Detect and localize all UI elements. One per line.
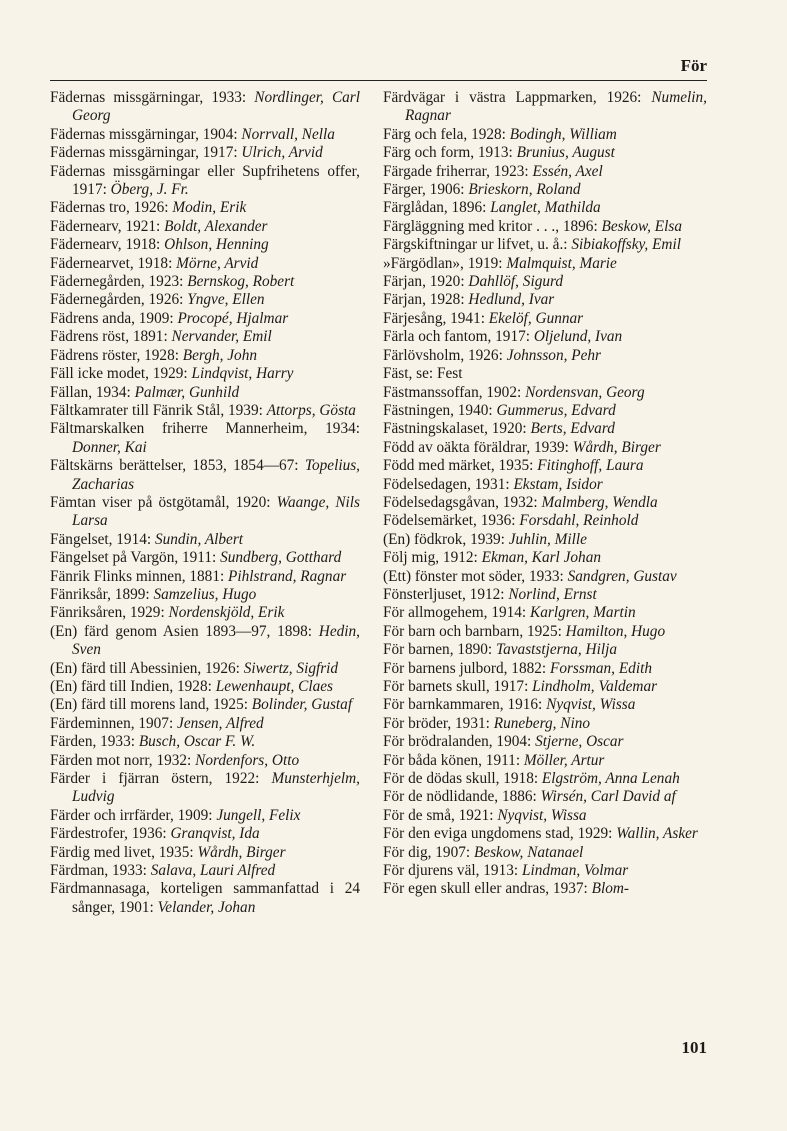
entry-title: (En) färd till Abessinien, 1926: [50,659,240,677]
index-entry [50,457,360,494]
entry-title: Färjan, 1920: [383,273,465,291]
page-number: 101 [681,1038,707,1057]
entry-title: För de dödas skull, 1918: [383,770,539,788]
index-entry [383,660,707,678]
entry-title: Fäll icke modet, 1929: [50,365,188,383]
index-entry [50,770,360,807]
entry-title: Färdvägar i västra Lappmarken, 1926: [383,89,642,106]
entry-title: För djurens väl, 1913: [383,862,519,880]
index-entry [50,310,360,328]
entry-title: Födelsedagsgåvan, 1932: [383,493,538,511]
entry-title: Fädernas missgärningar eller Supfrihetens offer, 1917: [50,162,360,199]
index-entry [383,199,707,217]
entry-author: Bodingh, William [509,125,617,143]
entry-author: Mörne, Arvid [176,254,259,272]
entry-title: Fädernearv, 1918: [50,236,161,254]
entry-author: Norlind, Ernst [508,585,597,603]
entry-author: Siwertz, Sigfrid [243,659,339,677]
entry-title: Fältskärns berättelser, 1853, 1854—67: [50,457,299,475]
entry-title: Född med märket, 1935: [383,457,534,475]
entry-author: Forsdahl, Reinhold [519,512,639,530]
entry-author: Bolinder, Gustaf [251,696,353,714]
entry-title: För de små, 1921: [383,806,494,824]
entry-author: Tavaststjerna, Hilja [496,641,617,659]
entry-author: Ekelöf, Gunnar [488,309,584,327]
entry-author: Nyqvist, Wissa [546,696,636,714]
entry-title: Fängelset, 1914: [50,530,152,548]
entry-title: Fänriksåren, 1929: [50,604,165,622]
entry-author: Jensen, Alfred [177,714,264,732]
index-entry [50,89,360,126]
entry-title: För allmogehem, 1914: [383,604,527,622]
entry-title: Fäst, se: Fest [383,365,463,383]
index-entry [383,844,707,862]
entry-title: Färlövsholm, 1926: [383,346,503,364]
entry-author: Nyqvist, Wissa [497,806,587,824]
entry-title: Fämtan viser på östgötamål, 1920: [50,493,271,511]
index-entry [50,844,360,862]
index-entry [50,255,360,273]
index-entry [383,678,707,696]
index-entry [383,347,707,365]
entry-author: Oljelund, Ivan [533,328,623,346]
entry-author: Forssman, Edith [549,659,652,677]
index-entry [50,862,360,880]
index-entry [383,181,707,199]
entry-author: Wirsén, Carl David af [540,788,676,806]
entry-author: Elgström, Anna Lenah [541,770,680,788]
entry-title: (En) färd till morens land, 1925: [50,696,248,714]
index-entry [50,144,360,162]
entry-author: Runeberg, Nino [493,714,591,732]
entry-author: Donner, Kai [72,438,147,456]
index-entry [383,291,707,309]
entry-author: Blom- [591,880,629,898]
index-entry [383,788,707,806]
entry-author: Hedin, Sven [72,622,360,659]
index-entry [383,531,707,549]
entry-author: Waange, Nils Larsa [72,493,360,530]
entry-author: Jungell, Felix [216,806,301,824]
entry-title: Färgskiftningar ur lifvet, u. å.: [383,236,568,254]
index-entry [50,696,360,714]
entry-title: För de nödlidande, 1886: [383,788,537,806]
index-entry [383,218,707,236]
entry-title: Fädernegården, 1923: [50,273,184,291]
entry-author: Berts, Edvard [530,420,615,438]
entry-title: Färden mot norr, 1932: [50,751,192,769]
entry-title: »Färgödlan», 1919: [383,254,503,272]
entry-title: Följ mig, 1912: [383,549,478,567]
entry-title: Fästningskalaset, 1920: [383,420,527,438]
entry-author: Ekstam, Isidor [513,475,603,493]
entry-title: Färg och form, 1913: [383,144,513,162]
entry-author: Boldt, Alexander [164,217,268,235]
entry-title: Färdestrofer, 1936: [50,825,167,843]
entry-author: Nordenskjöld, Erik [168,604,285,622]
index-entry [50,328,360,346]
entry-title: Färg och fela, 1928: [383,125,506,143]
index-entry [50,218,360,236]
entry-author: Numelin, Ragnar [405,89,708,125]
index-entry [383,549,707,567]
entry-title: Fästningen, 1940: [383,401,493,419]
entry-title: För den eviga ungdomens stad, 1929: [383,825,613,843]
entry-title: Färla och fantom, 1917: [383,328,530,346]
index-entry [383,126,707,144]
index-entry [50,236,360,254]
entry-title: Färdig med livet, 1935: [50,843,194,861]
index-entry [383,439,707,457]
entry-author: Gummerus, Edvard [496,401,616,419]
entry-author: Hamilton, Hugo [565,622,666,640]
entry-author: Ekman, Karl Johan [481,549,601,567]
index-entry [50,347,360,365]
index-entry [383,236,707,254]
entry-author: Attorps, Gösta [266,401,356,419]
index-entry [383,880,707,898]
index-entry [383,715,707,733]
entry-author: Bernskog, Robert [187,273,295,291]
entry-title: (En) färd till Indien, 1928: [50,678,212,695]
entry-title: Färgläggning med kritor . . ., 1896: [383,217,598,235]
entry-author: Salava, Lauri Alfred [150,862,276,880]
index-entry [50,586,360,604]
right-column [383,89,707,899]
entry-author: Nordlinger, Carl Georg [72,89,360,125]
entry-author: Lindman, Volmar [521,862,629,880]
entry-author: Norrvall, Nella [241,125,335,143]
entry-title: Fädrens röster, 1928: [50,346,179,364]
entry-author: Johnsson, Pehr [506,346,601,364]
entry-author: Öberg, J. Fr. [110,181,189,199]
entry-author: Modin, Erik [172,199,247,217]
entry-title: Färger, 1906: [383,181,465,199]
index-entry [50,126,360,144]
index-entry [383,770,707,788]
index-entry [383,476,707,494]
entry-author: Bergh, John [182,346,257,364]
entry-author: Karlgren, Martin [530,604,636,622]
header-rule [50,80,707,81]
entry-author: Möller, Artur [523,751,605,769]
index-entry [50,623,360,660]
entry-author: Sandgren, Gustav [567,567,677,585]
index-entry [383,420,707,438]
entry-title: Fädernearv, 1921: [50,217,161,235]
entry-author: Wallin, Asker [616,825,698,843]
index-entry [50,604,360,622]
entry-author: Fitinghoff, Laura [537,457,644,475]
entry-author: Malmquist, Marie [506,254,617,272]
index-entry [50,733,360,751]
index-entry [383,862,707,880]
index-entry [383,384,707,402]
entry-author: Munsterhjelm, Ludvig [72,770,361,806]
index-entry [383,825,707,843]
entry-title: (En) färd genom Asien 1893—97, 1898: [50,622,312,640]
entry-title: Födelsemärket, 1936: [383,512,516,530]
entry-title: Färdman, 1933: [50,862,147,880]
entry-title: För barnens julbord, 1882: [383,659,547,677]
entry-author: Essén, Axel [532,162,603,180]
entry-title: Färdmannasaga, korteligen sammanfattad i 24 sånger, 1901: [50,880,360,916]
index-entry [50,880,360,917]
entry-author: Nordensvan, Georg [525,383,645,401]
entry-title: Färjesång, 1941: [383,309,485,327]
entry-title: För barnen, 1890: [383,641,493,659]
entry-title: Fädernas missgärningar, 1933: [50,89,247,106]
running-header: För [680,56,707,75]
index-entry [50,291,360,309]
entry-title: Fängelset på Vargön, 1911: [50,549,217,567]
entry-title: För bröder, 1931: [383,714,490,732]
entry-title: För egen skull eller andras, 1937: [383,880,588,898]
entry-author: Langlet, Mathilda [490,199,601,217]
entry-author: Stjerne, Oscar [535,733,624,751]
index-entry [50,384,360,402]
entry-author: Topelius, Zacharias [72,457,360,493]
entry-title: Färder och irrfärder, 1909: [50,806,213,824]
entry-title: För barnets skull, 1917: [383,678,529,695]
index-entry [50,163,360,200]
index-entry [383,733,707,751]
entry-title: Födelsedagen, 1931: [383,475,510,493]
entry-author: Ohlson, Henning [164,236,269,254]
index-entry [383,89,707,126]
entry-author: Wårdh, Birger [572,438,661,456]
entry-title: Fällan, 1934: [50,383,131,401]
index-entry [383,752,707,770]
index-entry [383,310,707,328]
entry-author: Velander, Johan [157,898,256,916]
entry-author: Nervander, Emil [171,328,272,346]
entry-author: Sundin, Albert [154,530,244,548]
entry-title: Fönsterljuset, 1912: [383,585,505,603]
left-column [50,89,360,917]
index-entry [383,807,707,825]
index-entry [383,365,707,383]
index-entry [383,273,707,291]
entry-title: Färdeminnen, 1907: [50,714,174,732]
entry-author: Yngve, Ellen [187,291,265,309]
entry-title: Fänriksår, 1899: [50,585,150,603]
entry-author: Brunius, August [516,144,615,162]
index-entry [383,623,707,641]
entry-title: Fältmarskalken friherre Mannerheim, 1934: [50,420,360,438]
index-entry [383,328,707,346]
entry-title: Fästmanssoffan, 1902: [383,383,522,401]
entry-author: Beskow, Elsa [601,217,682,235]
entry-title: Fädernegården, 1926: [50,291,184,309]
entry-author: Dahllöf, Sigurd [468,273,564,291]
entry-author: Procopé, Hjalmar [177,309,289,327]
index-entry [50,715,360,733]
index-entry [383,163,707,181]
entry-title: Fädernearvet, 1918: [50,254,173,272]
index-entry [50,199,360,217]
entry-title: För brödralanden, 1904: [383,733,532,751]
entry-title: För dig, 1907: [383,843,471,861]
index-entry [50,549,360,567]
entry-title: Färglådan, 1896: [383,199,487,217]
entry-title: Fädernas missgärningar, 1917: [50,144,238,162]
entry-title: Färder i fjärran östern, 1922: [50,770,260,788]
index-entry [50,531,360,549]
entry-title: Fädrens röst, 1891: [50,328,168,346]
entry-title: Färjan, 1928: [383,291,465,309]
entry-title: Färden, 1933: [50,733,135,751]
entry-author: Busch, Oscar F. W. [138,733,256,751]
index-entry [50,825,360,843]
entry-author: Sibiakoffsky, Emil [571,236,681,254]
entry-author: Palmær, Gunhild [134,383,240,401]
index-entry [383,586,707,604]
entry-author: Nordenfors, Otto [195,751,300,769]
entry-author: Lewenhaupt, Claes [215,678,333,695]
index-entry [383,402,707,420]
entry-title: Född av oäkta föräldrar, 1939: [383,438,569,456]
entry-author: Ulrich, Arvid [241,144,323,162]
index-entry [383,512,707,530]
entry-title: För båda könen, 1911: [383,751,521,769]
index-entry [50,660,360,678]
index-entry [383,641,707,659]
entry-author: Pihlstrand, Ragnar [228,567,347,585]
entry-title: Fädernas tro, 1926: [50,199,169,217]
entry-title: Färgade friherrar, 1923: [383,162,529,180]
index-entry [50,420,360,457]
index-entry [383,255,707,273]
entry-author: Granqvist, Ida [170,825,260,843]
index-entry [383,604,707,622]
index-entry [383,494,707,512]
index-entry [50,273,360,291]
index-entry [50,568,360,586]
entry-author: Beskow, Natanael [473,843,584,861]
entry-author: Lindqvist, Harry [191,365,294,383]
entry-author: Lindholm, Valdemar [532,678,658,695]
entry-title: Fädrens anda, 1909: [50,309,174,327]
entry-author: Samzelius, Hugo [153,585,257,603]
entry-author: Hedlund, Ivar [468,291,555,309]
entry-author: Malmberg, Wendla [541,493,658,511]
index-entry [50,678,360,696]
entry-title: Fältkamrater till Fänrik Stål, 1939: [50,401,263,419]
entry-title: Fädernas missgärningar, 1904: [50,125,238,143]
entry-title: (Ett) fönster mot söder, 1933: [383,567,564,585]
index-entry [383,144,707,162]
entry-author: Sundberg, Gotthard [220,549,342,567]
entry-author: Brieskorn, Roland [468,181,581,199]
index-entry [383,568,707,586]
index-entry [50,807,360,825]
entry-title: För barn och barnbarn, 1925: [383,622,562,640]
index-entry [383,457,707,475]
index-entry [50,494,360,531]
index-entry [383,696,707,714]
index-entry [50,402,360,420]
entry-title: För barnkammaren, 1916: [383,696,543,714]
entry-title: (En) födkrok, 1939: [383,530,505,548]
index-entry [50,365,360,383]
index-entry [50,752,360,770]
entry-author: Wårdh, Birger [197,843,286,861]
entry-title: Fänrik Flinks minnen, 1881: [50,567,225,585]
entry-author: Juhlin, Mille [508,530,587,548]
